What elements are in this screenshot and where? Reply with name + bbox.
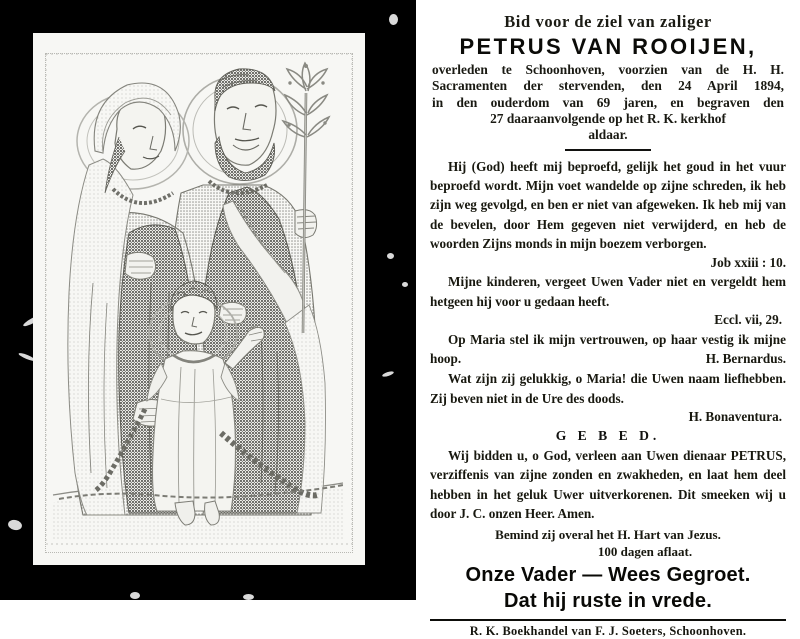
text-panel: [416, 0, 800, 639]
illustration-panel: [0, 0, 416, 600]
prayer-heading: G E B E D.: [555, 428, 661, 443]
footer-divider: [430, 619, 786, 621]
death-detail-line: aldaar.: [588, 127, 628, 143]
printer-imprint: R. K. Boekhandel van F. J. Soeters, Schoonhoven.: [469, 624, 747, 639]
quote-attribution-3: H. Bernardus.: [705, 351, 786, 367]
deceased-name: PETRUS VAN ROOIJEN,: [459, 34, 757, 59]
quote-attribution-4: H. Bonaventura.: [688, 409, 782, 424]
indulgence-value: 100 dagen aflaat.: [597, 544, 693, 560]
scan-artifact: [130, 592, 140, 599]
scan-artifact: [389, 14, 398, 25]
death-details: [432, 62, 784, 144]
quote-paragraph-2: [430, 272, 786, 311]
scan-artifact: [243, 594, 254, 600]
closing-line-2: Dat hij ruste in vrede.: [504, 590, 712, 613]
quote-attribution-1: Job xxiii : 10.: [710, 255, 786, 271]
quote-text-4: Wat zijn zij gelukkig, o Maria! die Uwen naam liefhebben. Zij beven niet in de Ure des doods.: [430, 371, 786, 406]
invocation-line: Bid voor de ziel van zaliger: [504, 12, 712, 31]
death-detail-line: in den ouderdom van 69 jaren, en begraven den: [432, 94, 784, 110]
quote-attribution-2: Eccl. vii, 29.: [714, 311, 782, 327]
engraving-inner-border: [45, 53, 353, 553]
indulgence-line: Bemind zij overal het H. Hart van Jezus.: [495, 527, 721, 543]
scan-artifact: [7, 519, 23, 532]
quote-text-2: Mijne kinderen, vergeet Uwen Vader niet en vergeldt hem hetgeen hij voor u gedaan heeft.: [430, 274, 786, 309]
header-divider: [565, 149, 651, 151]
engraving-card: [33, 33, 365, 565]
death-detail-line: Sacramenten der stervenden, den 24 April 1894,: [432, 78, 784, 94]
quote-text-1: Hij (God) heeft mij beproefd, gelijk het goud in het vuur beproefd wordt. Mijn voet wandelde op zijne schreden, ik heb zijn weg gevolgd, en ben er niet van afgeweken. Ik heb mij van de bevelen, door Hem gegeven niet verwijderd, en heb de woorden Zijns monds in mijn boezem verborgen.: [430, 158, 786, 251]
prayer-paragraph: Wij bidden u, o God, verleen aan Uwen dienaar PETRUS, verziffenis van zijne zonden en zwakheden, en laat hem deel hebben in het geluk Uwer uitverkorenen. Dit smeeken wij u door J. C. onzen Heer. Amen.: [430, 448, 786, 521]
quote-paragraph-3: [430, 330, 786, 369]
quote-paragraph-4: [430, 369, 786, 408]
death-detail-line: overleden te Schoonhoven, voorzien van de H. H.: [432, 62, 784, 78]
quote-paragraph-1: [430, 157, 786, 271]
closing-line-1: Onze Vader — Wees Gegroet.: [465, 564, 751, 587]
scan-artifact: [387, 253, 394, 259]
scan-artifact: [402, 282, 408, 287]
quote-text-3: Op Maria stel ik mijn vertrouwen, op haar vestig ik mijne hoop.: [430, 331, 786, 367]
scan-artifact: [382, 370, 395, 378]
death-detail-line: 27 daaraanvolgende op het R. K. kerkhof: [490, 111, 726, 127]
memorial-text-block: [430, 10, 786, 639]
